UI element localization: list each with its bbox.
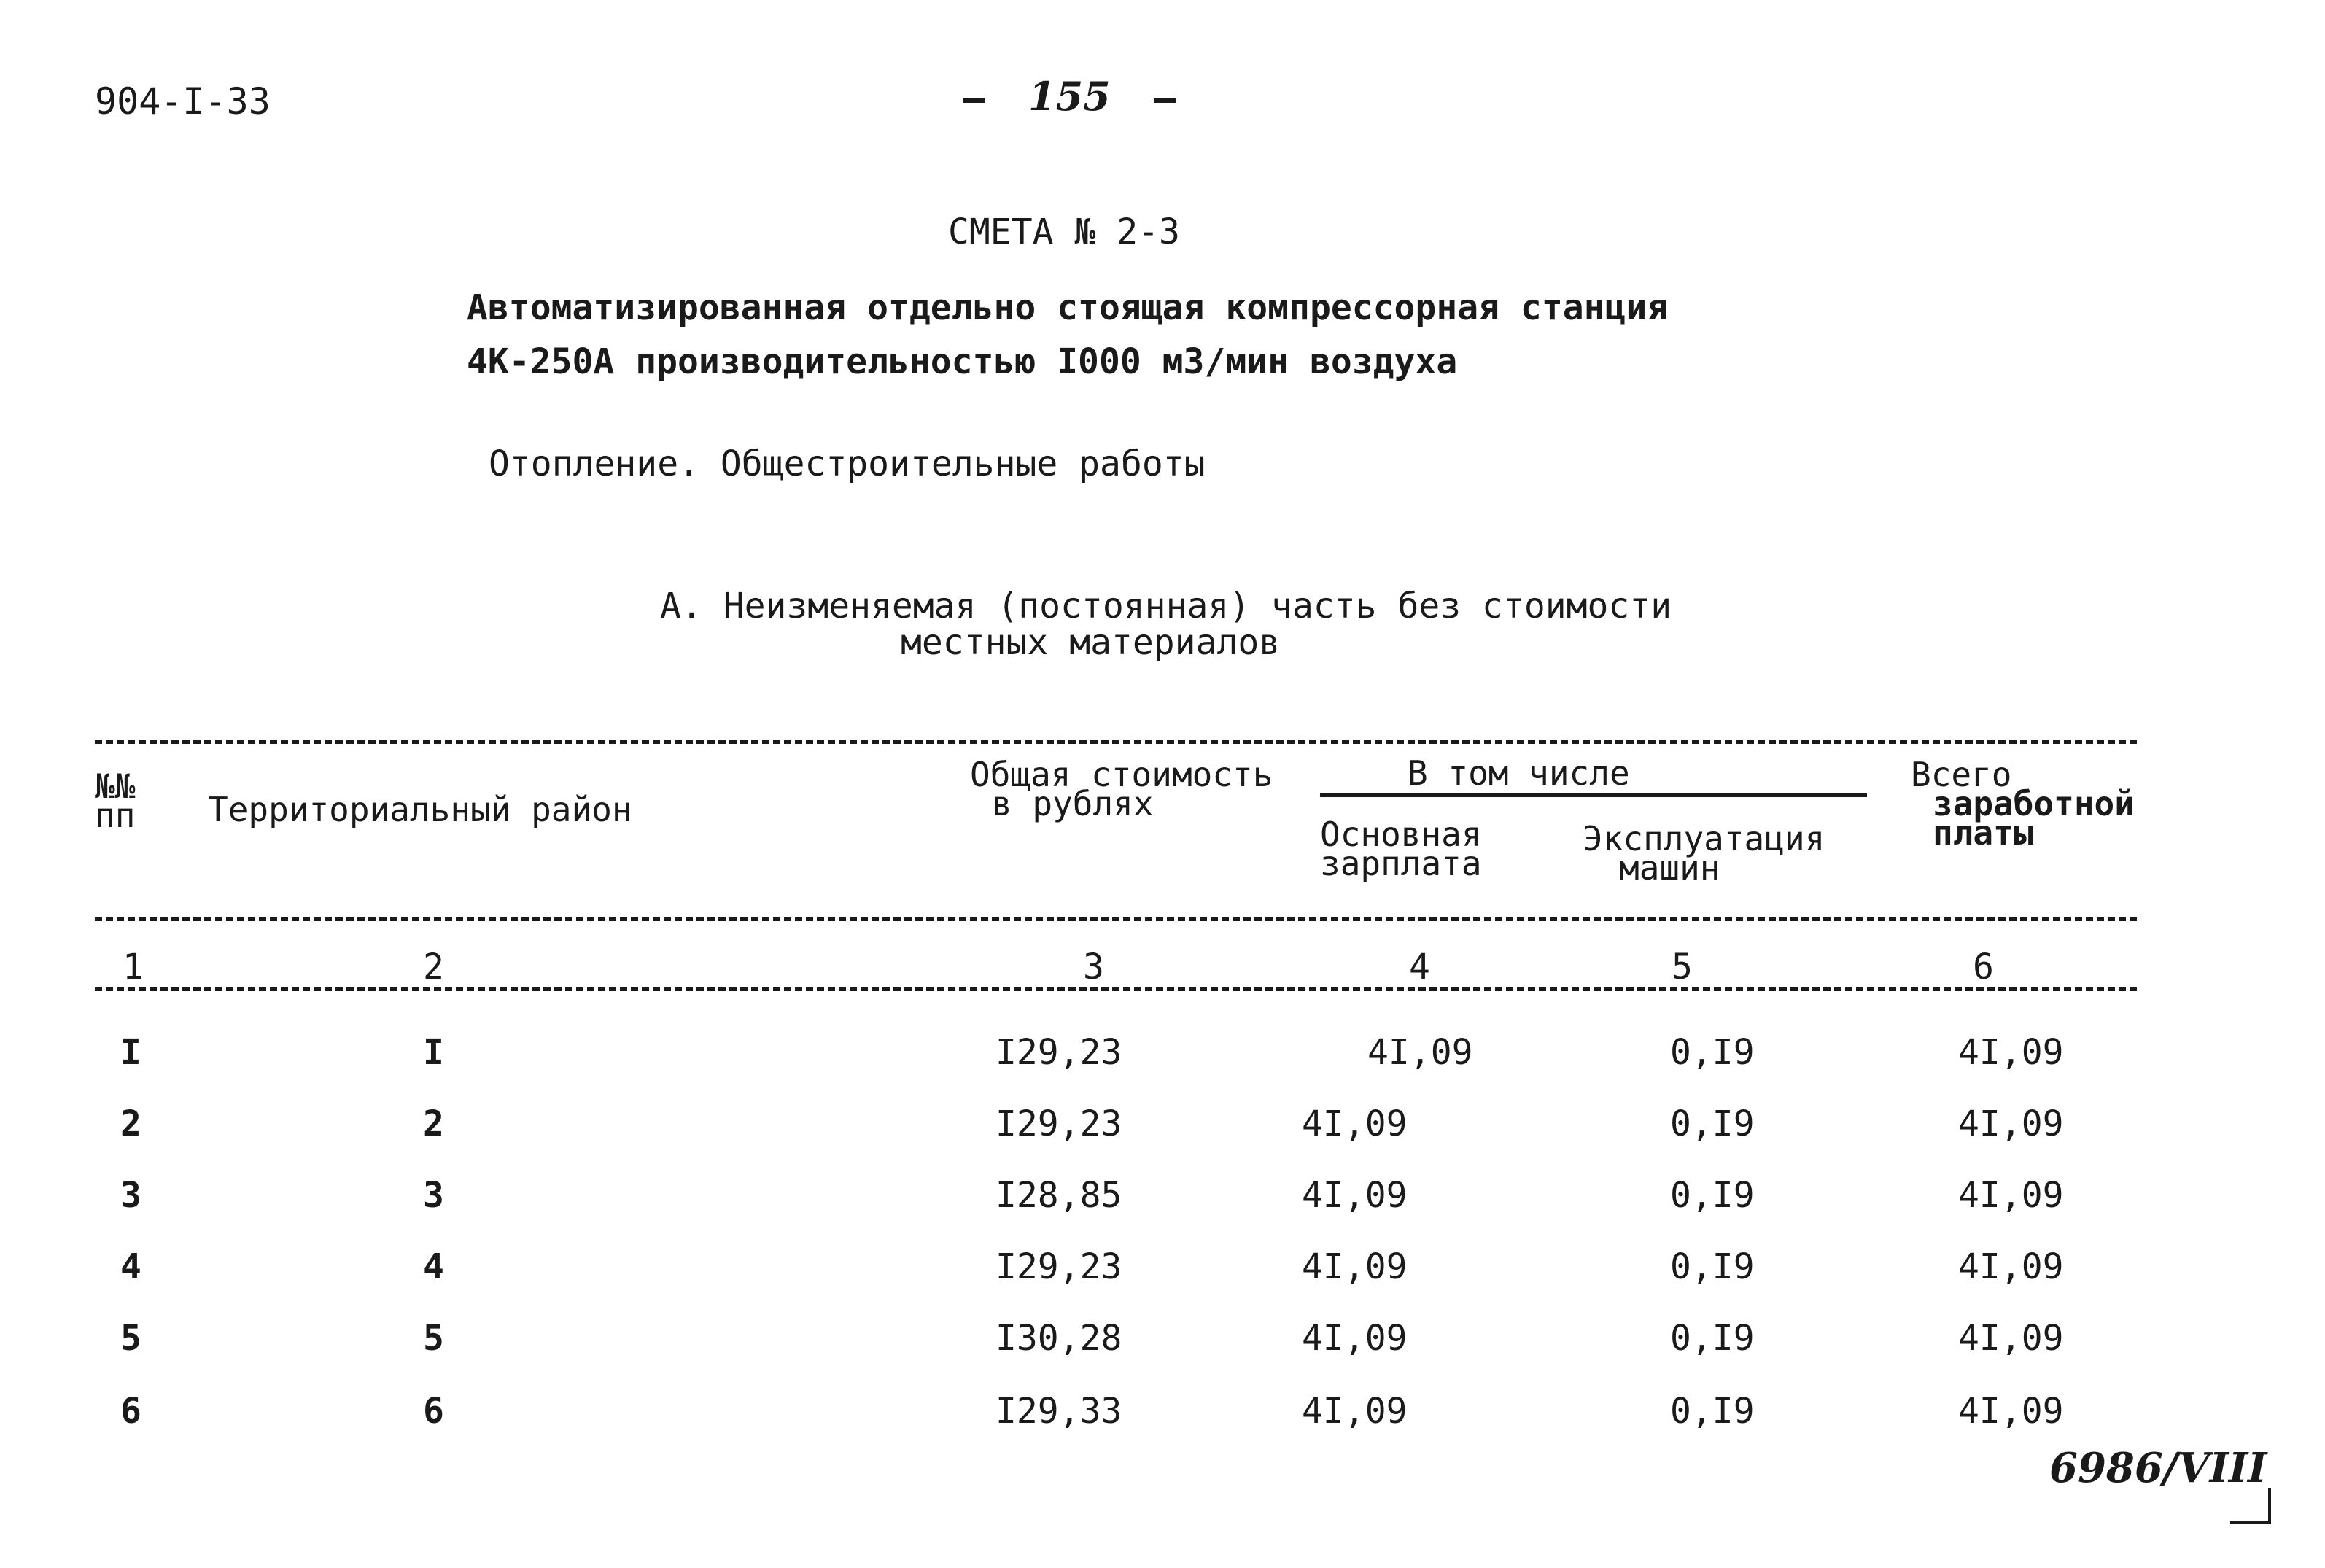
total-cost: I29,23 xyxy=(995,1032,1122,1073)
part-title-line-2: местных материалов xyxy=(901,622,1281,663)
corner-mark-horizontal xyxy=(2230,1521,2271,1524)
total-wage: 4I,09 xyxy=(1958,1175,2064,1216)
row-number: 6 xyxy=(120,1391,141,1432)
machine-operation: 0,I9 xyxy=(1670,1032,1755,1073)
machine-operation: 0,I9 xyxy=(1670,1103,1755,1144)
header-including: В том числе xyxy=(1408,753,1630,793)
total-wage: 4I,09 xyxy=(1958,1103,2064,1144)
header-bottom-rule xyxy=(95,917,2137,921)
base-wage: 4I,09 xyxy=(1302,1318,1408,1359)
header-allwage-line-2: заработной xyxy=(1933,784,2135,823)
header-wage-line-1: Основная xyxy=(1320,815,1482,854)
district-number: 4 xyxy=(423,1246,444,1287)
total-cost: I29,23 xyxy=(995,1246,1122,1287)
district-number: 5 xyxy=(423,1318,444,1359)
header-wage-line-2: зарплата xyxy=(1320,844,1482,883)
header-machines-line-2: машин xyxy=(1619,848,1720,888)
header-num-line-1: №№ xyxy=(95,766,136,806)
total-cost: I30,28 xyxy=(995,1318,1122,1359)
header-num-line-2: пп xyxy=(95,796,136,835)
header-total-line-2: в рублях xyxy=(992,784,1154,823)
estimate-subtitle xyxy=(467,281,1668,389)
header-machines-line-1: Эксплуатация xyxy=(1583,819,1825,858)
total-cost: I29,33 xyxy=(995,1391,1122,1432)
row-number: 5 xyxy=(120,1318,141,1359)
header-total-wage xyxy=(1911,755,2135,853)
part-title-line-1: А. Неизменяемая (постоянная) часть без стоимости xyxy=(660,586,1672,626)
total-wage: 4I,09 xyxy=(1958,1032,2064,1073)
machine-operation: 0,I9 xyxy=(1670,1175,1755,1216)
header-total-cost xyxy=(970,755,1273,823)
header-allwage-line-1: Всего xyxy=(1911,755,2012,794)
row-number: 2 xyxy=(120,1103,141,1144)
page-number: 155 xyxy=(1028,73,1111,120)
column-number-1: 1 xyxy=(123,947,144,987)
archive-reference: 6986/VIII xyxy=(2049,1444,2267,1492)
total-wage: 4I,09 xyxy=(1958,1246,2064,1287)
header-num xyxy=(95,766,136,835)
document-code: 904-I-33 xyxy=(95,80,271,123)
machine-operation: 0,I9 xyxy=(1670,1246,1755,1287)
estimate-title: СМЕТА № 2-3 xyxy=(948,211,1180,252)
machine-operation: 0,I9 xyxy=(1670,1391,1755,1432)
base-wage: 4I,09 xyxy=(1302,1175,1408,1216)
header-machines xyxy=(1583,819,1825,888)
total-wage: 4I,09 xyxy=(1958,1318,2064,1359)
section-title: Отопление. Общестроительные работы xyxy=(489,443,1206,484)
total-cost: I29,23 xyxy=(995,1103,1122,1144)
table-top-rule xyxy=(95,740,2137,744)
dash-left xyxy=(963,98,985,103)
column-number-5: 5 xyxy=(1672,947,1693,987)
district-number: 3 xyxy=(423,1175,444,1216)
header-total-line-1: Общая стоимость xyxy=(970,755,1273,794)
page-number-line xyxy=(963,73,1176,120)
base-wage: 4I,09 xyxy=(1302,1246,1408,1287)
dash-right xyxy=(1154,98,1176,103)
row-number: I xyxy=(120,1032,141,1073)
base-wage: 4I,09 xyxy=(1367,1032,1473,1073)
district-number: 2 xyxy=(423,1103,444,1144)
base-wage: 4I,09 xyxy=(1302,1391,1408,1432)
header-district: Территориальный район xyxy=(208,790,632,829)
corner-mark-vertical xyxy=(2268,1488,2271,1523)
column-number-2: 2 xyxy=(423,947,444,987)
total-cost: I28,85 xyxy=(995,1175,1122,1216)
subtitle-line-2: 4К-250А производительностью I000 м3/мин воздуха xyxy=(467,341,1458,382)
header-allwage-line-3: платы xyxy=(1933,813,2034,853)
column-number-4: 4 xyxy=(1409,947,1430,987)
header-base-wage xyxy=(1320,815,1482,883)
district-number: I xyxy=(423,1032,444,1073)
row-number: 4 xyxy=(120,1246,141,1287)
district-number: 6 xyxy=(423,1391,444,1432)
total-wage: 4I,09 xyxy=(1958,1391,2064,1432)
machine-operation: 0,I9 xyxy=(1670,1318,1755,1359)
part-title xyxy=(660,588,1672,661)
including-underline xyxy=(1320,793,1867,797)
row-number: 3 xyxy=(120,1175,141,1216)
column-number-3: 3 xyxy=(1083,947,1104,987)
column-number-6: 6 xyxy=(1973,947,1994,987)
column-numbers-rule xyxy=(95,987,2137,991)
subtitle-line-1: Автоматизированная отдельно стоящая компрессорная станция xyxy=(467,287,1669,328)
base-wage: 4I,09 xyxy=(1302,1103,1408,1144)
